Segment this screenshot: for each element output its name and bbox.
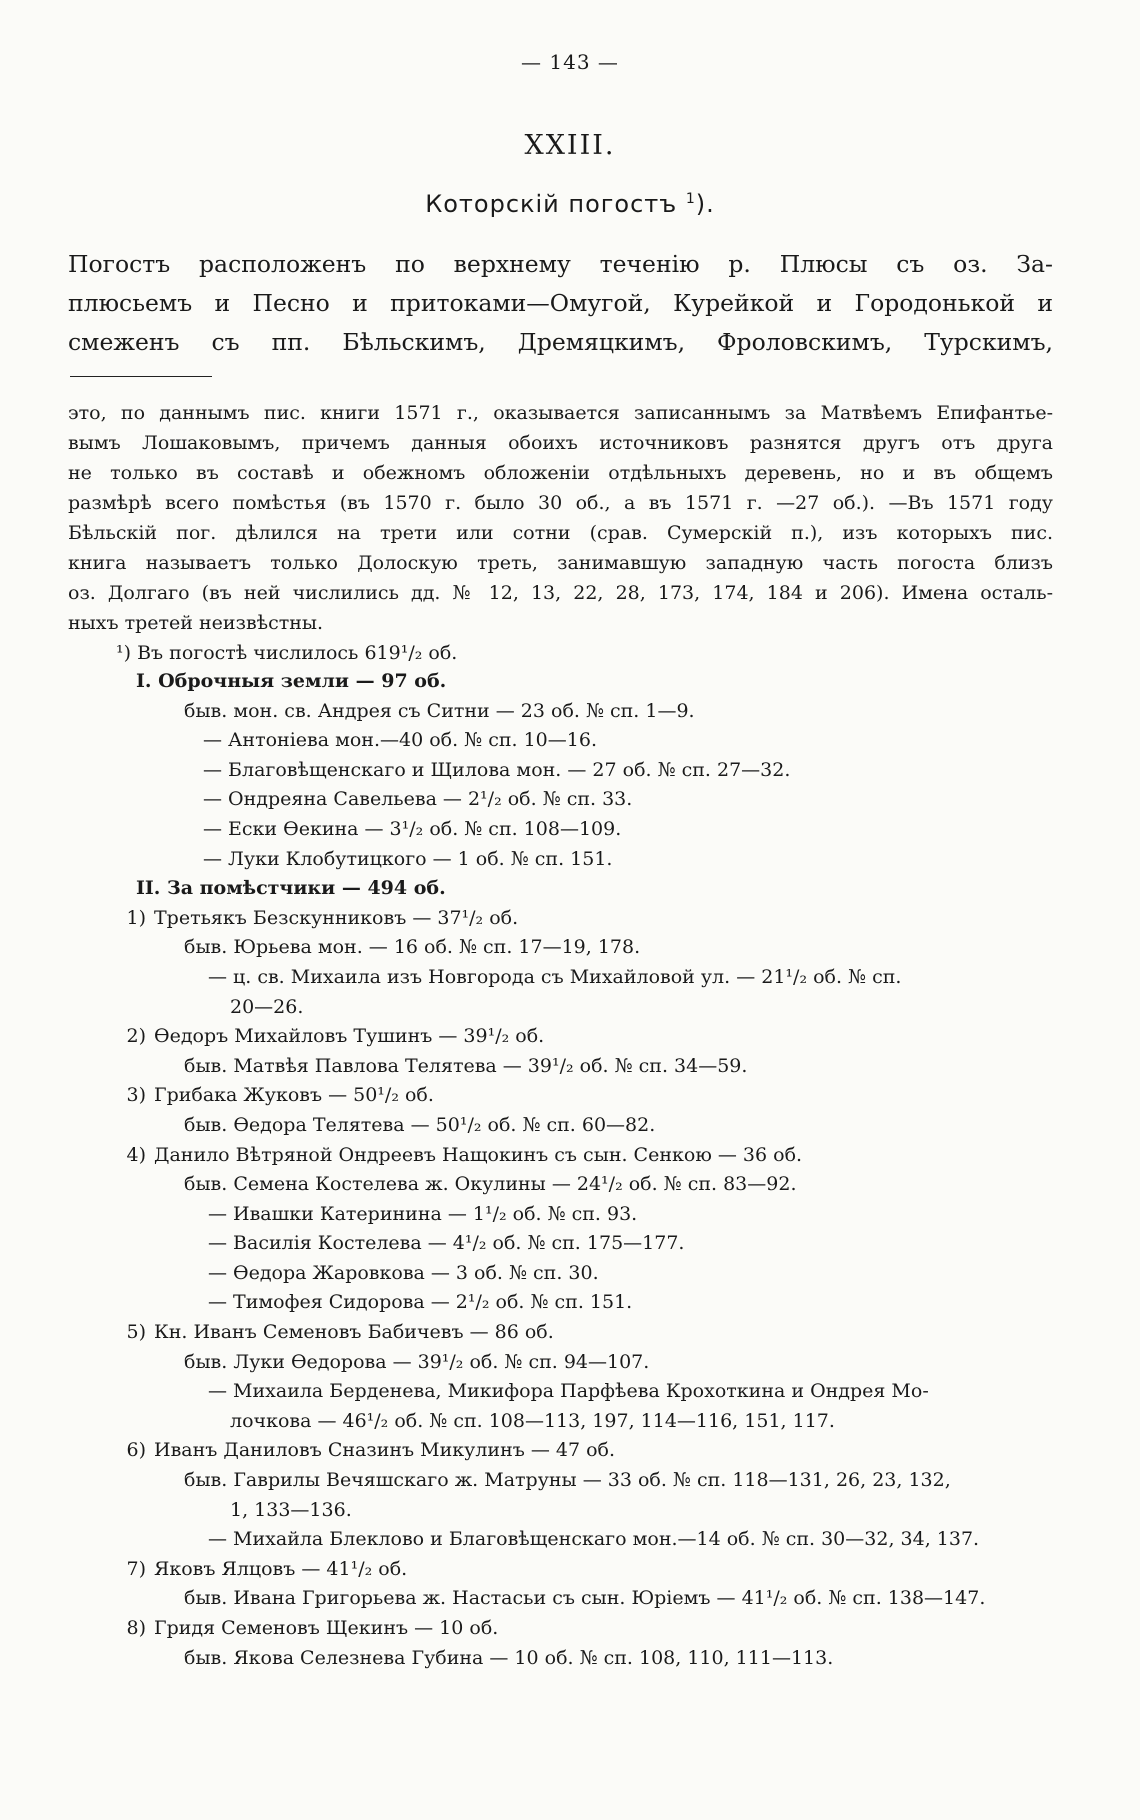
section-1-heading: I. Оброчныя земли — 97 об.: [136, 670, 447, 692]
owner-number: 2): [126, 1025, 146, 1048]
owner-row: [68, 1614, 1053, 1644]
holding-row: — Тимофея Сидорова — 2¹/₂ об. № сп. 151.: [208, 1291, 633, 1314]
holding-row: быв. Өедора Телятева — 50¹/₂ об. № сп. 60—82.: [184, 1113, 656, 1136]
owner-row: [68, 1555, 1053, 1585]
owner-row: [68, 1081, 1053, 1111]
owner-text: Иванъ Даниловъ Сназинъ Микулинъ — 47 об.: [154, 1439, 616, 1462]
paragraph-line: Погостъ расположенъ по верхнему теченію р. Плюсы съ оз. За-: [68, 250, 1053, 278]
holding-row: — Өедора Жаровкова — 3 об. № сп. 30.: [208, 1261, 599, 1284]
owner-row: [68, 904, 1053, 934]
chapter-number: XXIII.: [524, 130, 616, 161]
title-footnote-ref: 1: [685, 191, 696, 207]
list-item: — Антоніева мон.—40 об. № сп. 10—16.: [203, 729, 597, 752]
holding-row: — ц. св. Михаила изъ Новгорода съ Михайловой ул. — 21¹/₂ об. № сп.: [208, 965, 902, 988]
footnote-line: не только въ составѣ и обежномъ обложеніи отдѣльныхъ деревень, но и въ общемъ: [68, 462, 1053, 484]
holding-row: быв. Гаврилы Вечяшскаго ж. Матруны — 33 об. № сп. 118—131, 26, 23, 132,: [184, 1469, 951, 1492]
owner-row: [68, 1022, 1053, 1052]
owner-text: Гридя Семеновъ Щекинъ — 10 об.: [154, 1617, 499, 1639]
list-item: — Луки Клобутицкого — 1 об. № сп. 151.: [203, 847, 613, 870]
holding-row: — Ивашки Катеринина — 1¹/₂ об. № сп. 93.: [208, 1202, 638, 1225]
owner-text: Грибака Жуковъ — 50¹/₂ об.: [154, 1084, 434, 1107]
owner-number: 5): [126, 1321, 146, 1344]
holding-row: 1, 133—136.: [230, 1498, 352, 1521]
list-item: — Ондреяна Савельева — 2¹/₂ об. № сп. 33.: [203, 788, 633, 811]
holding-row: быв. Семена Костелева ж. Окулины — 24¹/₂ об. № сп. 83—92.: [184, 1173, 797, 1196]
footnote-divider: [70, 376, 212, 377]
footnote-line: это, по даннымъ пис. книги 1571 г., оказывается записаннымъ за Матвѣемъ Епифантье-: [68, 402, 1053, 424]
intro-paragraph: [68, 245, 1053, 362]
footnote-line: размѣрѣ всего помѣстья (въ 1570 г. было 30 об., а въ 1571 г. —27 об.). —Въ 1571 году: [68, 492, 1053, 514]
owner-number: 7): [126, 1557, 146, 1580]
holding-row: быв. Луки Өедорова — 39¹/₂ об. № сп. 94—107.: [184, 1350, 650, 1373]
footnote-1: ¹) Въ погостѣ числилось 619¹/₂ об.: [116, 642, 458, 664]
holding-row: — Василія Костелева — 4¹/₂ об. № сп. 175—177.: [208, 1232, 685, 1255]
holding-row: быв. Якова Селезнева Губина — 10 об. № сп. 108, 110, 111—113.: [184, 1646, 834, 1669]
footnote-line: ныхъ третей неизвѣстны.: [68, 612, 324, 634]
footnote-line: вымъ Лошаковымъ, причемъ данныя обоихъ источниковъ разнятся другъ отъ друга: [68, 432, 1053, 454]
section-title: Которскій погостъ $^1$).: [425, 190, 715, 218]
owner-text: Третьякъ Безскунниковъ — 37¹/₂ об.: [154, 906, 519, 929]
holdings-list: [68, 667, 1053, 1673]
owner-text: Яковъ Ялцовъ — 41¹/₂ об.: [154, 1557, 408, 1580]
continued-footnote: [68, 398, 1053, 668]
owner-number: 8): [126, 1617, 146, 1639]
list-item: быв. мон. св. Андрея съ Ситни — 23 об. № сп. 1—9.: [184, 699, 695, 722]
list-item: — Благовѣщенскаго и Щилова мон. — 27 об. № сп. 27—32.: [203, 758, 791, 781]
holding-row: 20—26.: [230, 995, 304, 1018]
section-2-heading: II. За помѣстчики — 494 об.: [136, 877, 446, 900]
owner-number: 1): [126, 906, 146, 929]
owner-text: Кн. Иванъ Семеновъ Бабичевъ — 86 об.: [154, 1321, 554, 1344]
owner-text: Данило Вѣтряной Ондреевъ Нащокинъ съ сын. Сенкою — 36 об.: [154, 1143, 803, 1166]
owner-row: [68, 1318, 1053, 1348]
owner-row: [68, 1436, 1053, 1466]
paragraph-line: смеженъ съ пп. Бѣльскимъ, Дремяцкимъ, Фроловскимъ, Турскимъ,: [68, 328, 1053, 356]
owner-number: 4): [126, 1143, 146, 1166]
holding-row: быв. Ивана Григорьева ж. Настасьи съ сын. Юріемъ — 41¹/₂ об. № сп. 138—147.: [184, 1587, 986, 1610]
holding-row: — Михайла Блеклово и Благовѣщенскаго мон.—14 об. № сп. 30—32, 34, 137.: [208, 1528, 980, 1551]
holding-row: — Михаила Берденева, Микифора Парфѣева Крохоткина и Ондрея Мо-: [208, 1380, 929, 1403]
holding-row: быв. Матвѣя Павлова Телятева — 39¹/₂ об. № сп. 34—59.: [184, 1054, 748, 1077]
owner-text: Өедоръ Михайловъ Тушинъ — 39¹/₂ об.: [154, 1025, 545, 1048]
holding-row: быв. Юрьева мон. — 16 об. № сп. 17—19, 178.: [184, 936, 641, 959]
section-2-list: [68, 904, 1053, 1673]
holding-row: лочкова — 46¹/₂ об. № сп. 108—113, 197, 114—116, 151, 117.: [230, 1409, 835, 1432]
owner-number: 6): [126, 1439, 146, 1462]
owner-number: 3): [126, 1084, 146, 1107]
page-number: — 143 —: [521, 50, 619, 74]
section-title-text: Которскій погостъ: [425, 190, 678, 218]
footnote-line: оз. Долгаго (въ ней числились дд. № 12, 13, 22, 28, 173, 174, 184 и 206). Имена осталь-: [68, 582, 1053, 604]
footnote-line: Бѣльскій пог. дѣлился на трети или сотни (срав. Сумерскій п.), изъ которыхъ пис.: [68, 522, 1053, 544]
list-item: — Ески Өекина — 3¹/₂ об. № сп. 108—109.: [203, 817, 622, 840]
footnote-line: книга называетъ только Долоскую треть, занимавшую западную часть погоста близъ: [68, 552, 1053, 574]
paragraph-line: плюсьемъ и Песно и притоками—Омугой, Курейкой и Городонькой и: [68, 289, 1053, 317]
owner-row: [68, 1141, 1053, 1171]
